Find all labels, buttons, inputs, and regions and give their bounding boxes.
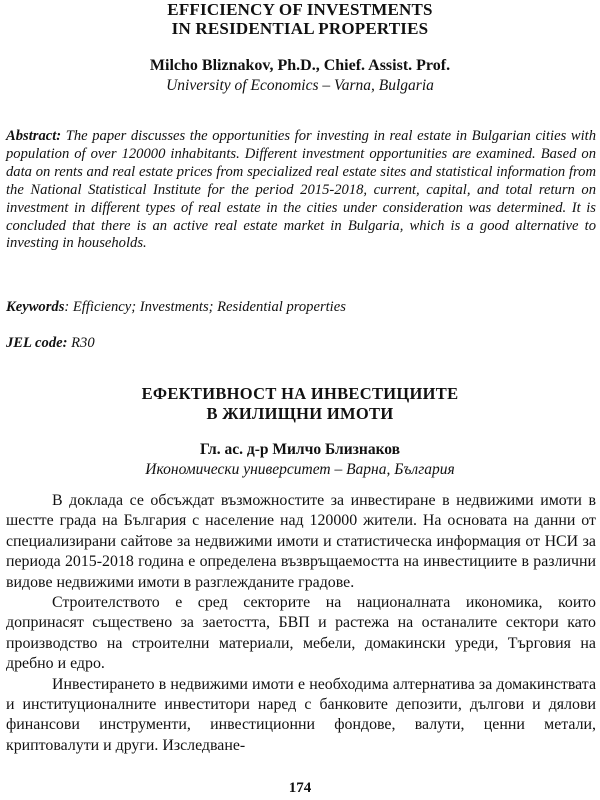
body-paragraph-2: Строителството е сред секторите на националната икономика, които допринасят съществено за заетостта, БВП и растежа на останалите сектори като производство на строителни материали, мебели, домакински уреди, Търговия на дребно и едро. [6,594,596,673]
author-en: Milcho Bliznakov, Ph.D., Chief. Assist. Prof. [149,57,451,74]
title-bg-line-1: ЕФЕКТИВНОСТ НА ИНВЕСТИЦИИТЕ [141,384,459,403]
body-paragraph-3: Инвестирането в недвижими имоти е необходима алтернатива за домакинствата и институционалните инвеститори наред с банковите депозити, дългови и дялови финансови инструменти, инвестиционни фондове, валути, ценни метали, криптовалути и други. Изследване- [6,675,596,754]
body-paragraph-1: В доклада се обсъждат възможностите за инвестиране в недвижими имоти в шестте града на България с население над 120000 жители. На основата на данни от специализирани сайтове за недвижими имоти и статистическа информация от НСИ за периода 2015-2018 година е определена възвръщаемостта на инвестициите в различни видове недвижими имоти в разглежданите градове. [6,492,596,591]
abstract-label: Abstract: [6,128,62,144]
keywords [6,298,596,316]
abstract [6,128,596,253]
keywords-label: Keywords [6,299,65,315]
page-number: 174 [288,780,312,796]
affiliation-en: University of Economics – Varna, Bulgaria [166,77,434,94]
body-text [6,491,596,756]
affiliation-bg: Икономически университет – Варна, България [145,461,455,478]
jel-code [6,334,596,352]
keywords-text: : Efficiency; Investments; Residential properties [64,299,346,315]
author-bg: Гл. ас. д-р Милчо Близнаков [199,441,401,458]
title-bg-line-2: В ЖИЛИЩНИ ИМОТИ [206,404,394,423]
title-en-line-1: EFFICIENCY OF INVESTMENTS [167,0,433,19]
jel-text: R30 [67,335,95,351]
title-en-line-2: IN RESIDENTIAL PROPERTIES [171,19,429,38]
abstract-text: The paper discusses the opportunities for investing in real estate in Bulgarian cities with population of over 120000 inhabitants. Different investment opportunities are examined. Based on data on rents and real estate prices from specialized real estate sites and statistical information from the National Statistical Institute for the period 2015-2018, current, capital, and total return on investment in different types of real estate in the cities under consideration was determined. It is concluded that there is an active real estate market in Bulgaria, which is a good alternative to investing in households. [6,128,596,252]
jel-label: JEL code: [6,335,68,351]
